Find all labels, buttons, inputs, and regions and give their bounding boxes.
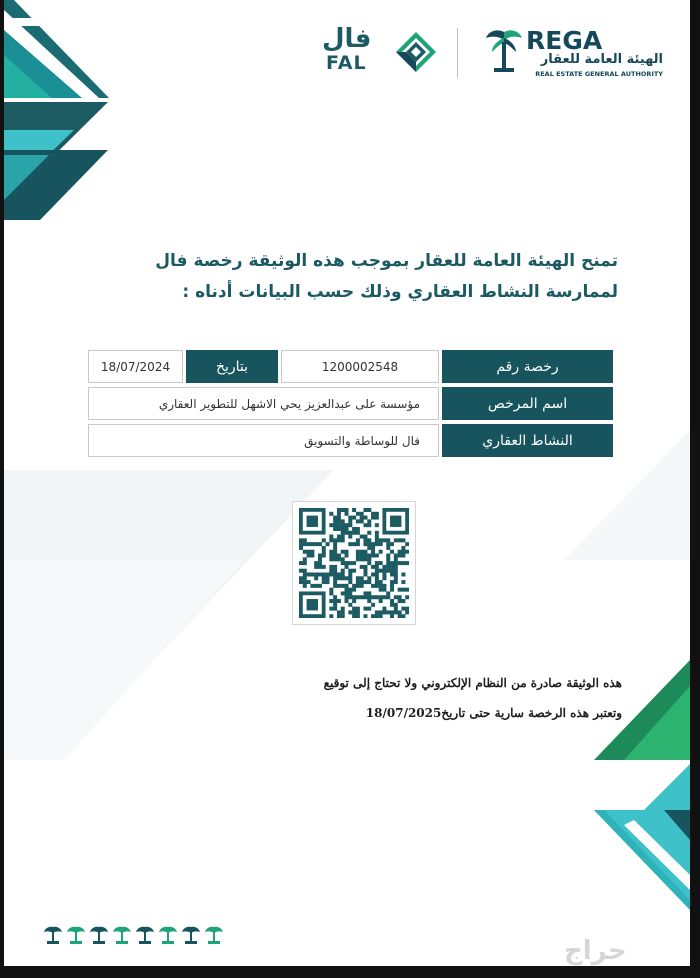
footer-line-1: هذه الوثيقة صادرة من النظام الإلكتروني ولا تحتاج إلى توقيع xyxy=(323,676,622,690)
rega-logo xyxy=(482,24,672,80)
date-label: بتاريخ xyxy=(186,350,278,383)
license-document xyxy=(4,0,690,966)
rega-name-en: REAL ESTATE GENERAL AUTHORITY xyxy=(535,70,663,78)
palm-icon xyxy=(486,26,522,76)
top-left-chevrons xyxy=(4,0,114,250)
licensee-label: اسم المرخص xyxy=(442,387,613,420)
haraj-watermark: حراج xyxy=(564,936,627,966)
header-divider xyxy=(457,28,458,78)
intro-text: تمنح الهيئة العامة للعقار بموجب هذه الوثيقة رخصة فال لممارسة النشاط العقاري وذلك حسب البيانات أدناه : xyxy=(155,251,618,302)
fal-ar: فال xyxy=(322,24,372,54)
fal-diamond-icon xyxy=(396,32,436,72)
date-value: 18/07/2024 xyxy=(88,350,183,383)
qr-code-pattern xyxy=(299,508,409,618)
rega-brand: REGA xyxy=(526,26,603,55)
license-number-label: رخصة رقم xyxy=(442,350,613,383)
license-number-value: 1200002548 xyxy=(281,350,439,383)
fal-en: FAL xyxy=(326,52,367,74)
footer-line-2: وتعتبر هذه الرخصة سارية حتى تاريخ18/07/2025 xyxy=(365,706,622,720)
fal-logo xyxy=(322,26,437,78)
activity-value: فال للوساطة والتسويق xyxy=(88,424,439,457)
rega-name-ar: الهيئة العامة للعقار xyxy=(540,52,663,67)
palm-pattern-strip xyxy=(44,925,234,947)
activity-label: النشاط العقاري xyxy=(442,424,613,457)
licensee-value: مؤسسة على عبدالعزيز يحي الاشهل للتطوير العقاري xyxy=(88,387,439,420)
qr-code xyxy=(292,501,416,625)
bottom-right-chevrons xyxy=(594,660,690,920)
